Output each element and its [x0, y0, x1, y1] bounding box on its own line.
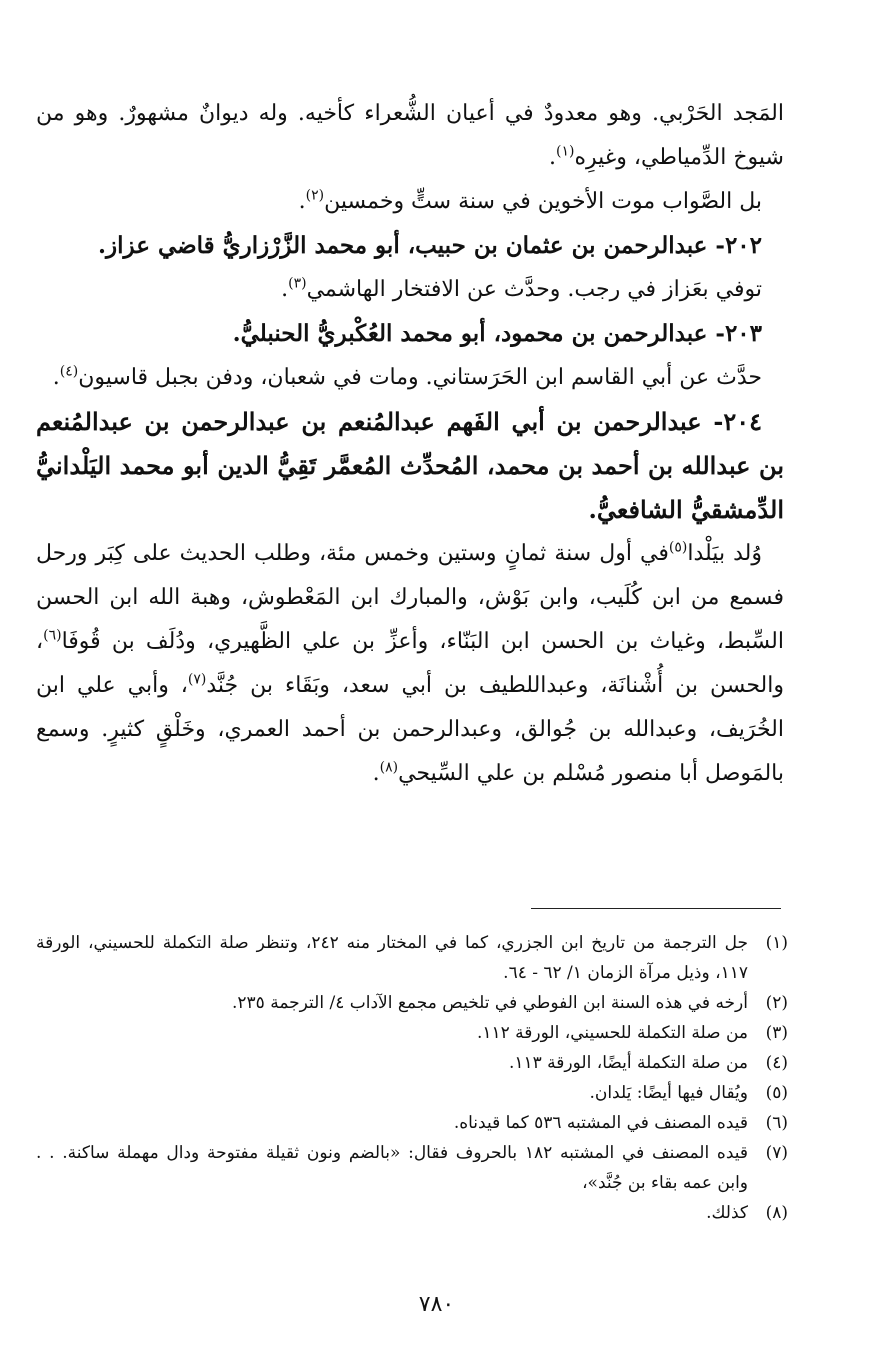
footnote-mark: (٣) — [765, 1023, 788, 1043]
footnote-5 — [36, 1078, 788, 1108]
paragraph-text: ، والحسن بن أُشْنانَة، وعبداللطيف بن أبي سعد، وبَقَاء بن جُنَّد — [36, 629, 784, 698]
main-text — [36, 92, 784, 796]
footnote-text: أرخه في هذه السنة ابن الفوطي في تلخيص مجمع الآداب ٤/ الترجمة ٢٣٥. — [232, 993, 748, 1013]
footnote-7 — [36, 1138, 788, 1198]
paragraph-tail: . — [52, 365, 60, 390]
paragraph-2 — [36, 180, 784, 224]
entry-heading-204 — [36, 400, 784, 532]
paragraph-text: توفي بعَزاز في رجب. وحدَّث عن الافتخار الهاشمي — [306, 277, 762, 302]
footnote-8 — [36, 1198, 788, 1228]
footnote-mark: (٨) — [765, 1203, 788, 1223]
footnote-4 — [36, 1048, 788, 1078]
paragraph-6 — [36, 356, 784, 400]
footnote-text: جل الترجمة من تاريخ ابن الجزري، كما في المختار منه ٢٤٢، وتنظر صلة التكملة للحسيني، الورقة ١١٧، وذيل مرآة الزمان ١/ ٦٢ - ٦٤. — [36, 933, 748, 983]
footnote-divider — [531, 908, 781, 909]
entry-title: عبدالرحمن بن محمود، أبو محمد العُكْبريُّ الحنبليُّ. — [232, 320, 716, 347]
paragraph-tail: . — [549, 145, 557, 170]
footnote-mark: (٢) — [765, 993, 788, 1013]
entry-title: عبدالرحمن بن عثمان بن حبيب، أبو محمد الزَّرْزاريُّ قاضي عزاز. — [98, 232, 716, 259]
footnote-ref-2[interactable]: (٢) — [305, 187, 325, 204]
footnote-ref-5[interactable]: (٥) — [668, 539, 688, 556]
footnote-6 — [36, 1108, 788, 1138]
paragraph-text: المَجد الحَرْبي. وهو معدودٌ في أعيان الشُّعراء كأخيه. وله ديوانٌ مشهورٌ. وهو من شيوخ الدِّمياطي، وغيرِه — [36, 101, 784, 170]
footnote-ref-4[interactable]: (٤) — [59, 363, 79, 380]
paragraph-text: في أول سنة ثمانٍ وستين وخمس مئة، وطلب الحديث على كِبَر ورحل فسمع من ابن كُلَيب، وابن بَوْش، والمبارك ابن المَعْطوش، وهبة الله ابن الحسن السِّبط، وغياث بن الحسن ابن البَنّاء، وأعزِّ بن علي الظَّهيري، ودُلَف بن قُوفَا — [36, 541, 784, 654]
paragraph-1 — [36, 92, 784, 180]
entry-number: ٢٠٣- — [715, 320, 762, 347]
footnote-text: ويُقال فيها أيضًا: يَلدان. — [589, 1083, 748, 1103]
footnote-mark: (٤) — [765, 1053, 788, 1073]
paragraph-text: وُلد بيَلْدا — [687, 541, 762, 566]
entry-title: عبدالرحمن بن أبي الفَهم عبدالمُنعم بن عبدالرحمن بن عبدالمُنعم بن عبدالله بن أحمد بن محمد، المُحدِّث المُعمَّر تَقِيُّ الدين أبو محمد اليَلْدانيُّ الدِّمشقيُّ الشافعيُّ. — [36, 407, 784, 524]
footnote-2 — [36, 988, 788, 1018]
footnote-mark: (٥) — [765, 1083, 788, 1103]
paragraph-tail: . — [281, 277, 289, 302]
footnote-ref-7[interactable]: (٧) — [187, 671, 207, 688]
paragraph-text: حدَّث عن أبي القاسم ابن الحَرَستاني. ومات في شعبان، ودفن بجبل قاسيون — [78, 365, 762, 390]
footnote-1 — [36, 928, 788, 988]
paragraph-4 — [36, 268, 784, 312]
entry-heading-203 — [36, 312, 784, 356]
footnote-text: كذلك. — [706, 1203, 748, 1223]
footnote-mark: (٦) — [765, 1113, 788, 1133]
footnote-text: من صلة التكملة للحسيني، الورقة ١١٢. — [476, 1023, 748, 1043]
page-number: ٧٨٠ — [418, 1292, 455, 1317]
footnote-ref-1[interactable]: (١) — [556, 143, 575, 160]
paragraph-text: بل الصَّواب موت الأخوين في سنة ستٍّ وخمسين — [324, 189, 762, 214]
footnote-text: من صلة التكملة أيضًا، الورقة ١١٣. — [508, 1053, 748, 1073]
paragraph-tail: . — [298, 189, 306, 214]
paragraph-text: ، وأبي علي ابن الخُرَيف، وعبدالله بن جُوالق، وعبدالرحمن بن أحمد العمري، وخَلْقٍ كثيرٍ. وسمع بالمَوصل أبا منصور مُسْلم بن علي السِّيحي — [36, 673, 784, 786]
footnote-3 — [36, 1018, 788, 1048]
paragraph-tail: . — [372, 761, 380, 786]
footnotes-list — [36, 928, 788, 1228]
footnote-ref-8[interactable]: (٨) — [379, 759, 399, 776]
footnote-text: قيده المصنف في المشتبه ١٨٢ بالحروف فقال: «بالضم ونون ثقيلة مفتوحة ودال مهملة ساكنة. . . وابن عمه بقاء بن جُنَّد»، — [36, 1143, 749, 1193]
entry-number: ٢٠٢- — [715, 232, 762, 259]
entry-heading-202 — [36, 224, 784, 268]
entry-number: ٢٠٤- — [713, 407, 762, 436]
page-body — [36, 92, 784, 796]
footnote-text: قيده المصنف في المشتبه ٥٣٦ كما قيدناه. — [453, 1113, 748, 1133]
footnote-ref-6[interactable]: (٦) — [43, 627, 62, 644]
footnote-ref-3[interactable]: (٣) — [288, 275, 307, 292]
footnote-mark: (١) — [765, 933, 788, 953]
paragraph-8 — [36, 532, 784, 796]
footnote-mark: (٧) — [765, 1143, 788, 1163]
